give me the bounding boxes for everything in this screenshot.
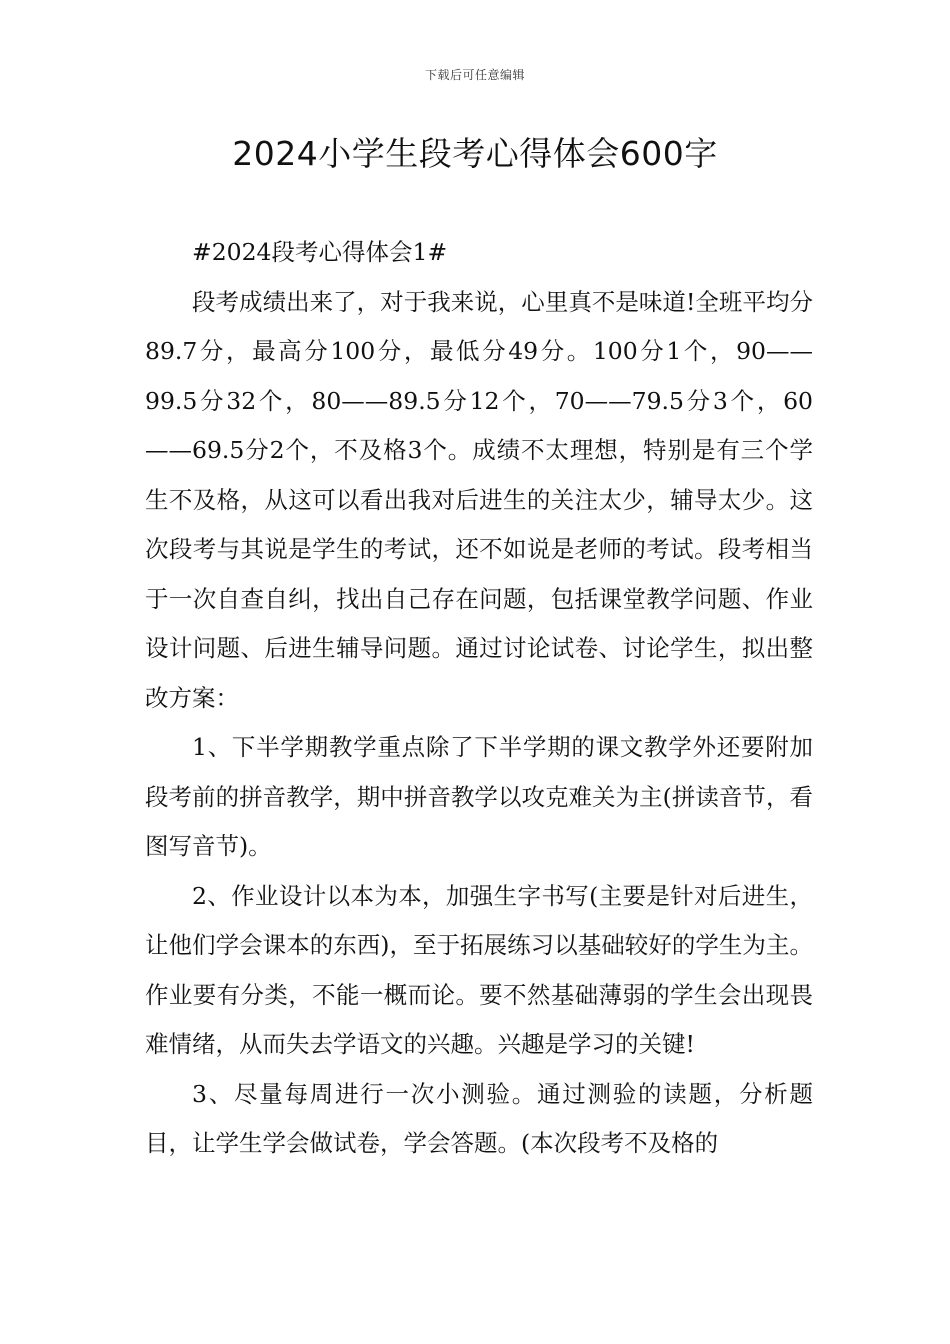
paragraph-item-3: 3、尽量每周进行一次小测验。通过测验的读题，分析题目，让学生学会做试卷，学会答题。(本次段考不及格的 — [145, 1079, 813, 1157]
section-heading: #2024段考心得体会1# — [192, 238, 448, 266]
document-body — [145, 228, 813, 1169]
paragraph-intro: 段考成绩出来了，对于我来说，心里真不是味道!全班平均分89.7分，最高分100分，最低分49分。100分1个，90——99.5分32个，80——89.5分12个，70——79.5分3个，60——69.5分2个，不及格3个。成绩不太理想，特别是有三个学生不及格，从这可以看出我对后进生的关注太少，辅导太少。这次段考与其说是学生的考试，还不如说是老师的考试。段考相当于一次自查自纠，找出自己存在问题，包括课堂教学问题、作业设计问题、后进生辅导问题。通过讨论试卷、讨论学生，拟出整改方案： — [145, 287, 813, 712]
paragraph-item-1: 1、下半学期教学重点除了下半学期的课文教学外还要附加段考前的拼音教学，期中拼音教学以攻克难关为主(拼读音节，看图写音节)。 — [145, 733, 813, 860]
document-title: 2024小学生段考心得体会600字 — [232, 134, 718, 173]
paragraph-item-2: 2、作业设计以本为本，加强生字书写(主要是针对后进生，让他们学会课本的东西)，至于拓展练习以基础较好的学生为主。作业要有分类，不能一概而论。要不然基础薄弱的学生会出现畏难情绪，从而失去学语文的兴趣。兴趣是学习的关键! — [145, 881, 813, 1058]
header-note: 下载后可任意编辑 — [424, 68, 525, 82]
